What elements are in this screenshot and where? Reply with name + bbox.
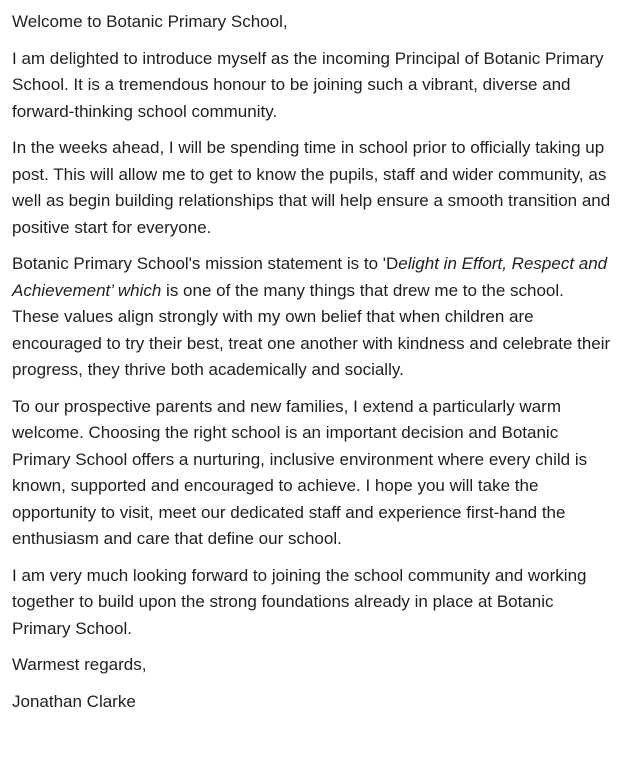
- paragraph-mission-statement: [12, 251, 614, 384]
- text-run: I am very much looking forward to joining the school community and working together to build upon the strong foundations already in place at Botanic Primary School.: [12, 565, 587, 638]
- paragraph-greeting: [12, 9, 614, 36]
- paragraph-weeks-ahead: [12, 135, 614, 241]
- text-run: Welcome to Botanic Primary School,: [12, 12, 288, 31]
- text-run-italic: elight in Effort, Respect and Achievement’ which: [12, 254, 608, 300]
- text-run: Botanic Primary School's mission statement is to 'D: [12, 254, 399, 273]
- text-run: In the weeks ahead, I will be spending time in school prior to officially taking up post. This will allow me to get to know the pupils, staff and wider community, as well as begin building relationships that will help ensure a smooth transition and positive start for everyone.: [12, 138, 611, 237]
- text-run: is one of the many things that drew me to the school. These values align strongly with my own belief that when children are encouraged to try their best, treat one another with kindness and celebrate their progress, they thrive both academically and socially.: [12, 280, 611, 379]
- text-run: To our prospective parents and new families, I extend a particularly warm welcome. Choosing the right school is an important decision and Botanic Primary School offers a nurturing, inclusive environment where every child is known, supported and encouraged to achieve. I hope you will take the opportunity to visit, meet our dedicated staff and experience first-hand the enthusiasm and care that define our school.: [12, 396, 588, 548]
- paragraph-looking-forward: [12, 563, 614, 643]
- paragraph-signature: [12, 689, 614, 716]
- text-run: I am delighted to introduce myself as the incoming Principal of Botanic Primary School. It is a tremendous honour to be joining such a vibrant, diverse and forward-thinking school community.: [12, 48, 604, 121]
- paragraph-prospective-parents: [12, 394, 614, 553]
- text-run: Jonathan Clarke: [12, 691, 136, 711]
- paragraph-signoff: [12, 652, 614, 679]
- paragraph-introduction: [12, 46, 614, 126]
- text-run: Warmest regards,: [12, 655, 147, 674]
